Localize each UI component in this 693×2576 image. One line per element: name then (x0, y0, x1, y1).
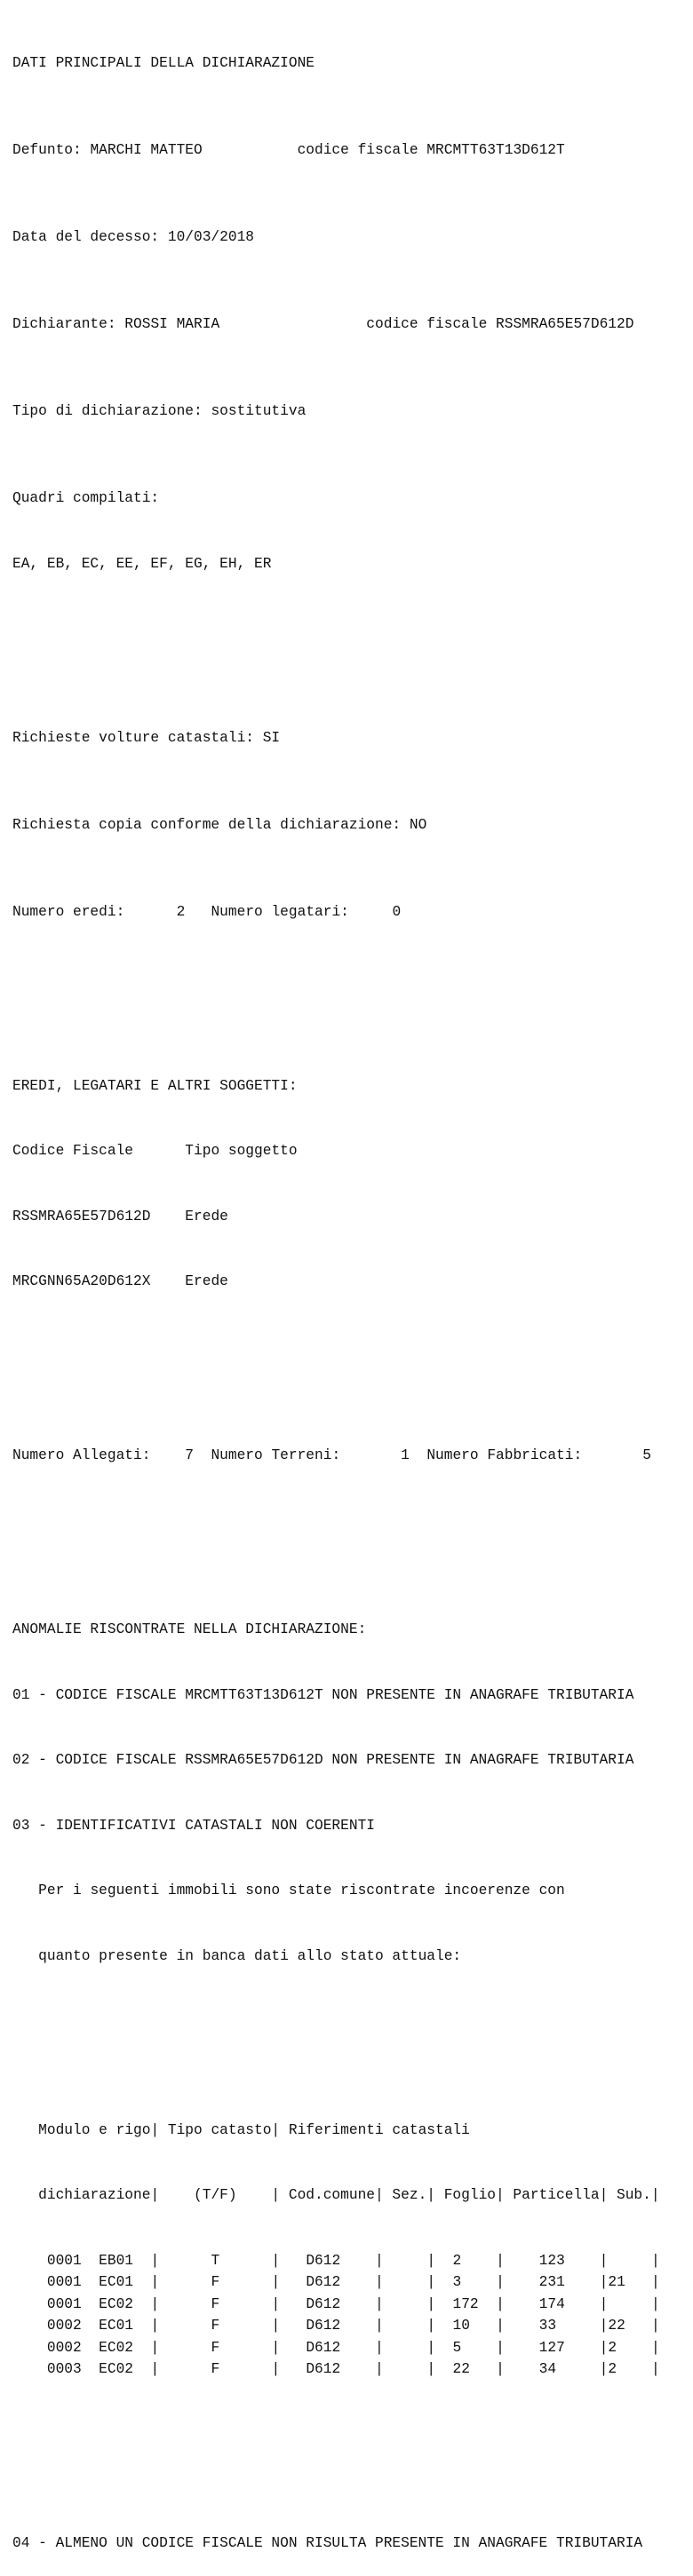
dichiarante-line (12, 313, 660, 336)
soggetto-row (12, 1271, 660, 1293)
soggetti-col-tipo: Tipo soggetto (185, 1143, 298, 1159)
cell-tipo-catasto: F (159, 2274, 272, 2290)
tabella-row (12, 2358, 660, 2381)
cell-rigo: EC02 (99, 2361, 151, 2377)
cell-tipo-catasto: F (159, 2318, 272, 2334)
cell-sub (608, 2253, 651, 2269)
declaration-summary-document (12, 9, 660, 2576)
cell-separator: | (271, 2252, 307, 2269)
cell-separator: | (426, 2339, 453, 2356)
cell-separator: | (375, 2274, 384, 2290)
data-decesso-value: 10/03/2018 (167, 229, 255, 245)
anomalia-03-desc-1 (12, 1880, 660, 1902)
quadri-label: Quadri compilati: (12, 490, 160, 506)
eredi-legatari-line (12, 901, 660, 923)
cell-separator: | (496, 2339, 539, 2356)
anomalia-03: 03 - IDENTIFICATIVI CATASTALI NON COERENTI (12, 1817, 375, 1834)
numero-legatari-value: 0 (392, 903, 402, 920)
cell-particella: 231 (538, 2274, 600, 2290)
cell-separator: | (375, 2295, 384, 2312)
cell-particella: 174 (538, 2295, 600, 2312)
cell-modulo: 0001 (46, 2252, 100, 2269)
defunto-label: Defunto: (12, 142, 82, 158)
cell-cod-comune: D612 (306, 2361, 376, 2377)
cell-separator: | (650, 2339, 660, 2356)
cell-separator (12, 2361, 47, 2377)
cell-separator: | (599, 2252, 609, 2269)
anomalia-04: 04 - ALMENO UN CODICE FISCALE NON RISULTA PRESENTE IN ANAGRAFE TRIBUTARIA (12, 2535, 643, 2551)
defunto-cf: MRCMTT63T13D612T (426, 142, 565, 158)
tabella-header-1-text: Modulo e rigo| Tipo catasto| Riferimenti catastali (38, 2121, 470, 2138)
soggetto-tipo: Erede (185, 1208, 228, 1225)
tabella-body (12, 2250, 660, 2381)
cell-separator: | (426, 2295, 453, 2312)
anomalia-02: 02 - CODICE FISCALE RSSMRA65E57D612D NON PRESENTE IN ANAGRAFE TRIBUTARIA (12, 1752, 634, 1768)
cell-sez (384, 2340, 427, 2356)
cell-separator (12, 2274, 47, 2290)
numero-legatari-label: Numero legatari: (211, 903, 349, 920)
cell-separator: | (375, 2318, 384, 2334)
cell-separator: | (599, 2274, 609, 2290)
cell-separator: | (650, 2295, 660, 2312)
tabella-header-2-text: dichiarazione| (T/F) | Cod.comune| Sez.| Foglio| Particella| Sub.| (38, 2187, 660, 2203)
data-decesso-label: Data del decesso: (12, 229, 160, 245)
cell-sez (384, 2318, 427, 2334)
dichiarante-label: Dichiarante: (12, 316, 116, 332)
cell-separator: | (650, 2274, 660, 2290)
cell-separator: | (271, 2318, 307, 2334)
soggetto-tipo: Erede (185, 1273, 228, 1289)
spacer (12, 1532, 660, 1554)
cell-separator: | (496, 2318, 539, 2334)
cell-rigo: EC02 (99, 2339, 151, 2356)
cell-separator: | (426, 2252, 453, 2269)
cell-sez (384, 2274, 427, 2290)
cell-separator: | (150, 2295, 160, 2312)
cell-cod-comune: D612 (306, 2339, 376, 2356)
cell-separator: | (150, 2361, 160, 2377)
cell-separator: | (150, 2318, 160, 2334)
tipo-dichiarazione-value: sostitutiva (211, 403, 307, 419)
cell-modulo: 0001 (46, 2274, 100, 2290)
cell-sub: 2 (608, 2361, 651, 2377)
cell-sub: 21 (608, 2274, 651, 2290)
soggetto-cf: RSSMRA65E57D612D (12, 1208, 186, 1225)
cell-particella: 33 (538, 2318, 600, 2334)
cell-separator: | (650, 2361, 660, 2377)
cell-cod-comune: D612 (306, 2318, 376, 2334)
cell-separator: | (271, 2274, 307, 2290)
soggetti-header (12, 1140, 660, 1162)
numero-allegati-value: 7 (185, 1447, 195, 1463)
copia-conforme-value: NO (409, 816, 427, 833)
tabella-header-1 (12, 2120, 660, 2142)
spacer (12, 1358, 660, 1380)
cell-separator (12, 2253, 47, 2269)
cell-separator: | (426, 2318, 453, 2334)
numero-fabbricati-value: 5 (642, 1447, 651, 1463)
cell-foglio: 10 (452, 2318, 497, 2334)
cell-separator: | (375, 2252, 384, 2269)
spacer (12, 988, 660, 1011)
anomalia-01: 01 - CODICE FISCALE MRCMTT63T13D612T NON PRESENTE IN ANAGRAFE TRIBUTARIA (12, 1686, 634, 1703)
cell-separator: | (599, 2361, 609, 2377)
cell-rigo: EB01 (99, 2252, 151, 2269)
cell-particella: 34 (538, 2361, 600, 2377)
cell-sez (384, 2296, 427, 2312)
cell-separator: | (271, 2295, 307, 2312)
cell-separator (12, 2296, 47, 2312)
cell-cod-comune: D612 (306, 2295, 376, 2312)
cell-separator: | (599, 2318, 609, 2334)
cell-sub: 22 (608, 2318, 651, 2334)
cell-sez (384, 2253, 427, 2269)
cell-tipo-catasto: F (159, 2295, 272, 2312)
volture-value: SI (262, 729, 281, 746)
cell-rigo: EC01 (99, 2318, 151, 2334)
cell-separator: | (599, 2295, 609, 2312)
cell-particella: 123 (538, 2252, 600, 2269)
tabella-row (12, 2337, 660, 2359)
conteggi-line (12, 1445, 660, 1467)
cell-separator: | (150, 2274, 160, 2290)
cell-modulo: 0002 (46, 2339, 100, 2356)
tipo-dichiarazione-label: Tipo di dichiarazione: (12, 403, 203, 419)
numero-terreni-value: 1 (401, 1447, 410, 1463)
cell-foglio: 5 (452, 2339, 497, 2356)
cell-separator (12, 2340, 47, 2356)
cell-separator: | (426, 2274, 453, 2290)
soggetti-col-cf: Codice Fiscale (12, 1143, 186, 1159)
cell-foglio: 3 (452, 2274, 497, 2290)
tabella-row (12, 2271, 660, 2294)
cell-separator: | (150, 2252, 160, 2269)
cell-modulo: 0001 (46, 2295, 100, 2312)
defunto-cf-label: codice fiscale (297, 142, 418, 158)
tabella-row (12, 2315, 660, 2337)
copia-conforme-label: Richiesta copia conforme della dichiarazione: (12, 816, 402, 833)
anomalia-03-desc-1-text: Per i seguenti immobili sono state riscontrate incoerenze con (38, 1882, 565, 1898)
defunto-name: MARCHI MATTEO (90, 142, 298, 158)
cell-cod-comune: D612 (306, 2274, 376, 2290)
copia-conforme-line (12, 814, 660, 836)
cell-tipo-catasto: T (159, 2252, 272, 2269)
anomalia-03-desc-2-text: quanto presente in banca dati allo stato attuale: (38, 1947, 462, 1964)
cell-foglio: 22 (452, 2361, 497, 2377)
anomalie-title: ANOMALIE RISCONTRATE NELLA DICHIARAZIONE: (12, 1621, 367, 1637)
numero-eredi-label: Numero eredi: (12, 903, 125, 920)
numero-terreni-label: Numero Terreni: (211, 1447, 341, 1463)
cell-separator (12, 2318, 47, 2334)
cell-separator: | (375, 2361, 384, 2377)
cell-modulo: 0002 (46, 2318, 100, 2334)
cell-modulo: 0003 (46, 2361, 100, 2377)
cell-rigo: EC02 (99, 2295, 151, 2312)
tipo-dichiarazione-line (12, 400, 660, 423)
volture-line (12, 727, 660, 749)
tabella-row (12, 2294, 660, 2316)
cell-separator: | (496, 2252, 539, 2269)
numero-eredi-value: 2 (176, 903, 186, 920)
quadri-list: EA, EB, EC, EE, EF, EG, EH, ER (12, 555, 272, 572)
spacer (12, 640, 660, 662)
anomalia-03-desc-2 (12, 1946, 660, 1968)
document-title: DATI PRINCIPALI DELLA DICHIARAZIONE (12, 55, 315, 71)
dichiarante-cf: RSSMRA65E57D612D (496, 316, 634, 332)
soggetto-row (12, 1206, 660, 1228)
soggetti-title: EREDI, LEGATARI E ALTRI SOGGETTI: (12, 1077, 298, 1094)
volture-label: Richieste volture catastali: (12, 729, 254, 746)
defunto-line (12, 139, 660, 162)
tabella-row (12, 2250, 660, 2272)
cell-cod-comune: D612 (306, 2252, 376, 2269)
cell-separator: | (271, 2339, 307, 2356)
cell-sez (384, 2361, 427, 2377)
cell-separator: | (150, 2339, 160, 2356)
numero-allegati-label: Numero Allegati: (12, 1447, 151, 1463)
spacer (12, 2445, 660, 2468)
cell-tipo-catasto: F (159, 2361, 272, 2377)
cell-foglio: 172 (452, 2295, 497, 2312)
cell-separator: | (496, 2361, 539, 2377)
cell-separator: | (599, 2339, 609, 2356)
cell-separator: | (650, 2318, 660, 2334)
cell-sub: 2 (608, 2339, 651, 2356)
numero-fabbricati-label: Numero Fabbricati: (426, 1447, 583, 1463)
cell-separator: | (375, 2339, 384, 2356)
cell-tipo-catasto: F (159, 2339, 272, 2356)
cell-separator: | (496, 2295, 539, 2312)
cell-sub (608, 2296, 651, 2312)
cell-foglio: 2 (452, 2252, 497, 2269)
spacer (12, 2033, 660, 2055)
cell-rigo: EC01 (99, 2274, 151, 2290)
tabella-header-2 (12, 2184, 660, 2207)
dichiarante-cf-label: codice fiscale (366, 316, 488, 332)
data-decesso-line (12, 226, 660, 249)
cell-separator: | (496, 2274, 539, 2290)
dichiarante-name: ROSSI MARIA (124, 316, 367, 332)
cell-separator: | (650, 2252, 660, 2269)
soggetto-cf: MRCGNN65A20D612X (12, 1273, 186, 1289)
cell-separator: | (271, 2361, 307, 2377)
cell-particella: 127 (538, 2339, 600, 2356)
cell-separator: | (426, 2361, 453, 2377)
